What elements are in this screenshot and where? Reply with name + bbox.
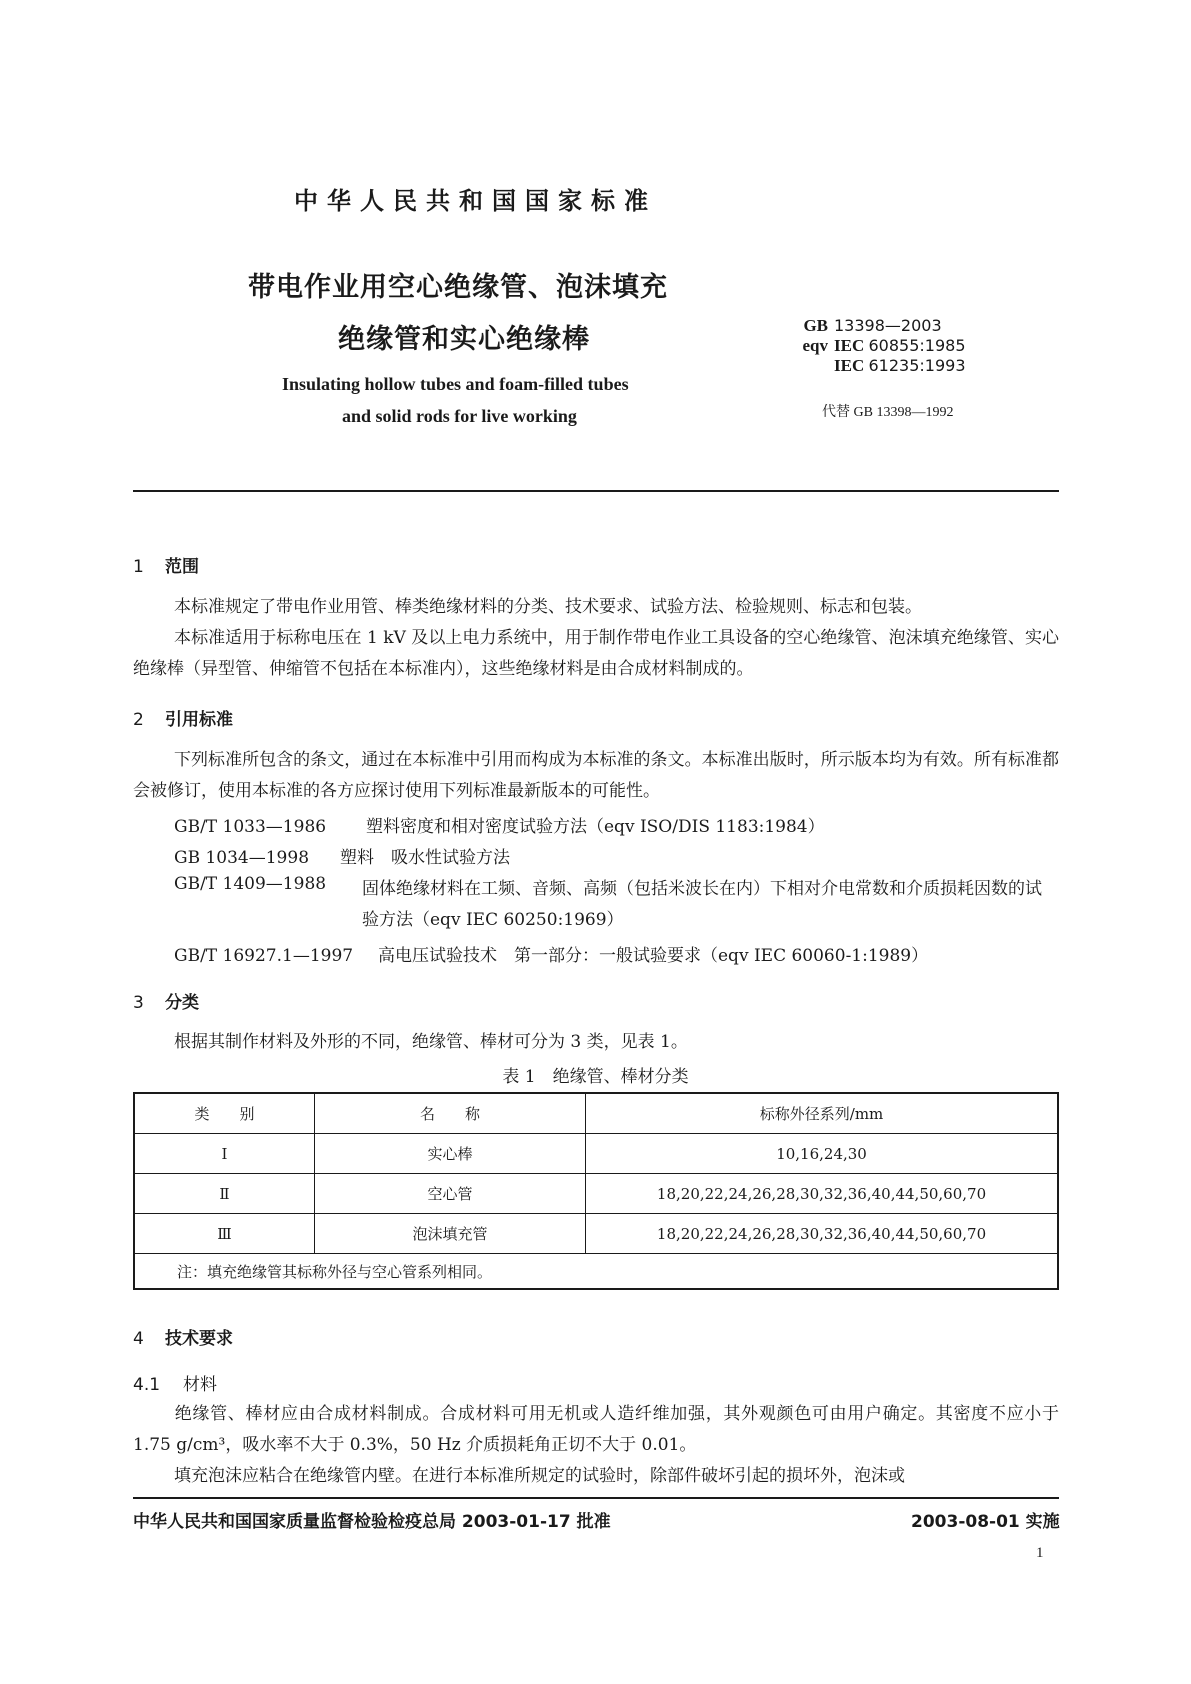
section-2-paragraph-1 [133, 745, 1059, 807]
iec1-code: IEC [834, 336, 865, 355]
iec1-number: 60855:1985 [868, 336, 966, 355]
document-title-en-line2: and solid rods for live working [342, 406, 577, 426]
column-header-name: 名 称 [314, 1093, 585, 1134]
iec2-number: 61235:1993 [868, 356, 966, 375]
section-number: 2 [133, 710, 144, 730]
section-1-heading [133, 552, 199, 577]
paragraph-text: 填充泡沫应粘合在绝缘管内壁。在进行本标准所规定的试验时，除部件破坏引起的损坏外，泡沫或 [174, 1466, 905, 1486]
footer-divider [133, 1497, 1059, 1499]
section-1-paragraph-1 [133, 592, 1059, 623]
document-title-en-line1: Insulating hollow tubes and foam-filled tubes [282, 374, 629, 394]
section-number: 3 [133, 993, 144, 1013]
section-3-heading [133, 988, 199, 1013]
table-row [134, 1174, 1058, 1214]
column-header-category: 类 别 [134, 1093, 314, 1134]
table-row [134, 1134, 1058, 1174]
table-note-row [134, 1254, 1058, 1290]
reference-code: GB 1034—1998 [174, 848, 310, 868]
reference-item [174, 941, 928, 966]
section-1-paragraph-2 [133, 623, 1059, 685]
table-header-row [134, 1093, 1058, 1134]
table-caption: 表 1 绝缘管、棒材分类 [502, 1067, 689, 1087]
column-header-diameter: 标称外径系列/mm [586, 1093, 1058, 1134]
document-title-zh-line1: 带电作业用空心绝缘管、泡沫填充 [248, 272, 668, 303]
page-number: 1 [1036, 1545, 1044, 1561]
eqv-prefix: eqv [802, 336, 828, 355]
table-cell: 空心管 [314, 1174, 585, 1214]
document-title-zh-line2: 绝缘管和实心绝缘棒 [338, 324, 590, 355]
classification-table [133, 1092, 1059, 1290]
table-cell: 18,20,22,24,26,28,30,32,36,40,44,50,60,70 [586, 1214, 1058, 1254]
section-title: 分类 [165, 993, 199, 1013]
iec2-code: IEC [834, 356, 865, 375]
section-title: 技术要求 [165, 1329, 233, 1349]
section-4-heading [133, 1324, 233, 1349]
section-4-paragraph-1 [133, 1399, 1059, 1461]
table-cell: 18,20,22,24,26,28,30,32,36,40,44,50,60,70 [586, 1174, 1058, 1214]
paragraph-text: 本标准规定了带电作业用管、棒类绝缘材料的分类、技术要求、试验方法、检验规则、标志和包装。 [174, 597, 922, 617]
replaces-standard: 代替 GB 13398—1992 [822, 405, 954, 420]
section-3-paragraph-1 [133, 1027, 1059, 1058]
section-number: 4 [133, 1329, 144, 1349]
reference-title: 固体绝缘材料在工频、音频、高频（包括米波长在内）下相对介电常数和介质损耗因数的试验方法（eqv IEC 60250:1969） [362, 879, 1042, 930]
effective-date: 2003-08-01 实施 [911, 1512, 1060, 1532]
section-2-heading [133, 705, 233, 730]
paragraph-text: 下列标准所包含的条文，通过在本标准中引用而构成为本标准的条文。本标准出版时，所示版本均为有效。所有标准都会被修订，使用本标准的各方应探讨使用下列标准最新版本的可能性。 [133, 750, 1059, 801]
approval-statement: 中华人民共和国国家质量监督检验检疫总局 2003-01-17 批准 [133, 1512, 611, 1532]
national-standard-title: 中华人民共和国国家标准 [294, 187, 657, 215]
standard-number-block [790, 316, 966, 376]
section-title: 范围 [165, 557, 199, 577]
reference-item [174, 843, 510, 868]
section-title: 引用标准 [165, 710, 233, 730]
section-number: 1 [133, 557, 144, 577]
table-cell: Ⅱ [134, 1174, 314, 1214]
table-cell: Ⅰ [134, 1134, 314, 1174]
reference-title: 高电压试验技术 第一部分：一般试验要求（eqv IEC 60060-1:1989） [378, 946, 929, 966]
reference-item [174, 874, 1058, 936]
paragraph-text: 绝缘管、棒材应由合成材料制成。合成材料可用无机或人造纤维加强，其外观颜色可由用户确定。其密度不应小于 1.75 g/cm³，吸水率不大于 0.3%，50 Hz 介质损耗角正切不大于 0.01。 [133, 1404, 1059, 1455]
table-cell: 实心棒 [314, 1134, 585, 1174]
reference-title: 塑料密度和相对密度试验方法（eqv ISO/DIS 1183:1984） [366, 817, 825, 837]
table-note: 注：填充绝缘管其标称外径与空心管系列相同。 [134, 1254, 1058, 1290]
reference-item [174, 812, 825, 837]
header-divider [133, 490, 1059, 492]
subsection-title: 材料 [183, 1375, 217, 1395]
table-row [134, 1214, 1058, 1254]
paragraph-text: 本标准适用于标称电压在 1 kV 及以上电力系统中，用于制作带电作业工具设备的空心绝缘管、泡沫填充绝缘管、实心绝缘棒（异型管、伸缩管不包括在本标准内），这些绝缘材料是由合成材料制成的。 [133, 628, 1059, 679]
gb-number: 13398—2003 [834, 316, 942, 335]
section-4-paragraph-2 [133, 1461, 1059, 1492]
reference-code: GB/T 16927.1—1997 [174, 946, 354, 966]
subsection-number: 4.1 [133, 1375, 161, 1395]
paragraph-text: 根据其制作材料及外形的不同，绝缘管、棒材可分为 3 类，见表 1。 [174, 1032, 688, 1052]
table-cell: Ⅲ [134, 1214, 314, 1254]
subsection-4-1-heading [133, 1370, 217, 1395]
reference-code: GB/T 1409—1988 [174, 874, 327, 894]
gb-prefix: GB [803, 316, 828, 335]
reference-title: 塑料 吸水性试验方法 [340, 848, 510, 868]
table-cell: 10,16,24,30 [586, 1134, 1058, 1174]
reference-code: GB/T 1033—1986 [174, 817, 327, 837]
table-cell: 泡沫填充管 [314, 1214, 585, 1254]
